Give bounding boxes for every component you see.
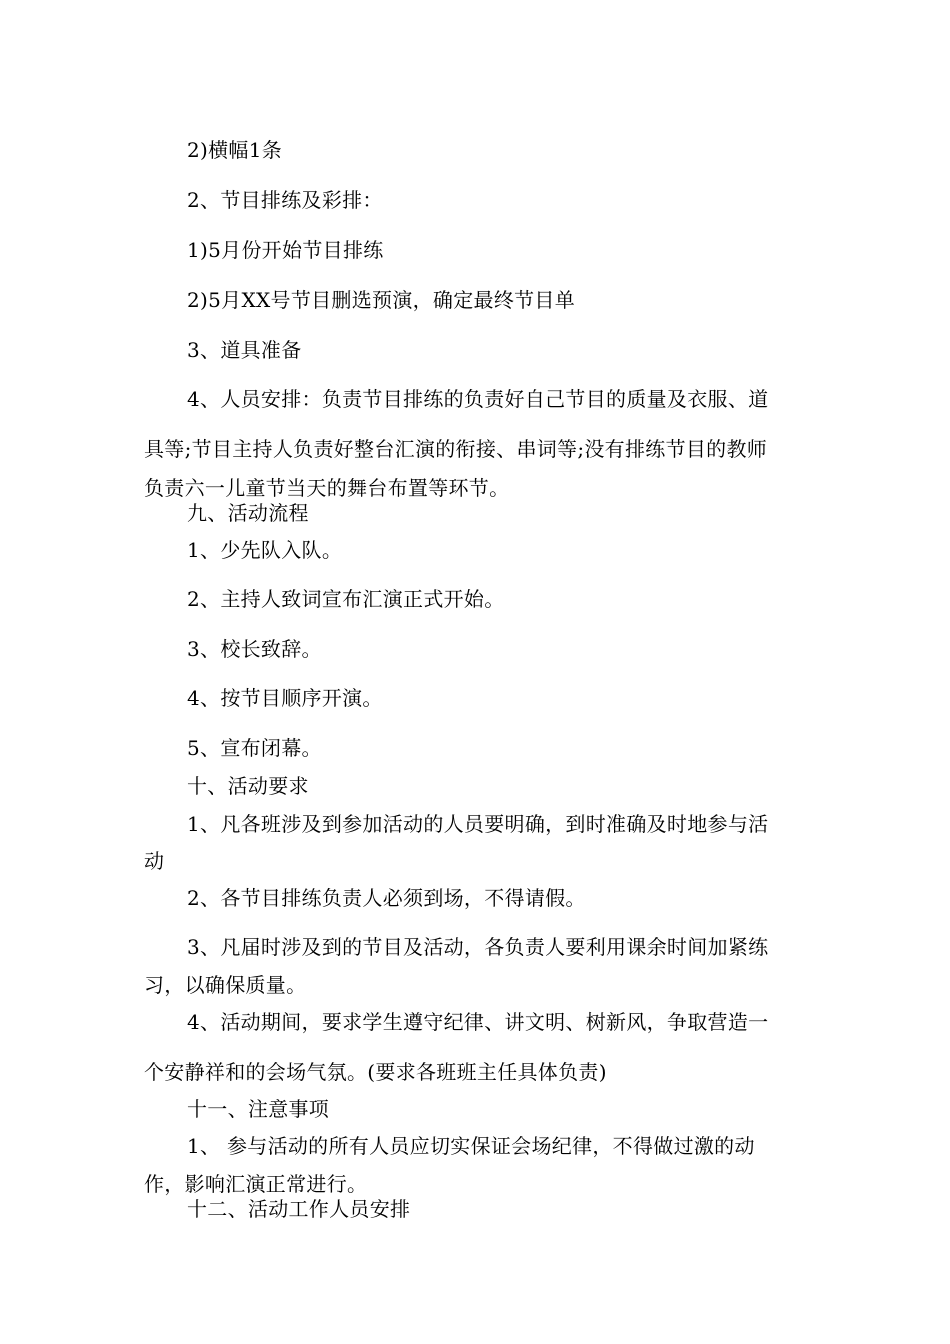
list-item-rehearsal-start: 1)5月份开始节目排练 [187, 238, 384, 262]
list-item-process-1: 1、少先队入队。 [187, 538, 343, 562]
paragraph-req-1-line-1: 1、凡各班涉及到参加活动的人员要明确，到时准确及时地参与活 [187, 812, 769, 836]
paragraph-staff-line-2: 具等;节目主持人负责好整台汇演的衔接、串词等;没有排练节目的教师 [144, 437, 768, 461]
paragraph-req-3-line-1: 3、凡届时涉及到的节目及活动，各负责人要利用课余时间加紧练 [187, 935, 769, 959]
list-item-preview: 2)5月XX号节目删选预演，确定最终节目单 [187, 288, 576, 312]
section-heading-staff: 十二、活动工作人员安排 [187, 1197, 411, 1221]
paragraph-req-3-line-2: 习，以确保质量。 [144, 973, 307, 997]
paragraph-note-1-line-1: 1、 参与活动的所有人员应切实保证会场纪律，不得做过激的动 [187, 1134, 755, 1158]
paragraph-staff-line-1: 4、人员安排：负责节目排练的负责好自己节目的质量及衣服、道 [187, 387, 769, 411]
paragraph-req-1-line-2: 动 [144, 849, 165, 873]
paragraph-staff-line-3: 负责六一儿童节当天的舞台布置等环节。 [144, 476, 510, 500]
section-heading-process: 九、活动流程 [187, 501, 309, 525]
list-item-process-5: 5、宣布闭幕。 [187, 736, 322, 760]
section-heading-notes: 十一、注意事项 [187, 1097, 330, 1121]
list-item-process-4: 4、按节目顺序开演。 [187, 686, 383, 710]
section-heading-props: 3、道具准备 [187, 338, 302, 362]
paragraph-req-4-line-2: 个安静祥和的会场气氛。(要求各班班主任具体负责) [144, 1060, 607, 1084]
paragraph-req-2: 2、各节目排练负责人必须到场，不得请假。 [187, 886, 586, 910]
section-heading-rehearsal: 2、节目排练及彩排： [187, 188, 383, 212]
paragraph-req-4-line-1: 4、活动期间，要求学生遵守纪律、讲文明、树新风，争取营造一 [187, 1010, 769, 1034]
paragraph-note-1-line-2: 作，影响汇演正常进行。 [144, 1172, 368, 1196]
list-item-process-2: 2、主持人致词宣布汇演正式开始。 [187, 587, 505, 611]
list-item-process-3: 3、校长致辞。 [187, 637, 322, 661]
section-heading-requirements: 十、活动要求 [187, 774, 309, 798]
list-item-banner: 2)横幅1条 [187, 138, 283, 162]
